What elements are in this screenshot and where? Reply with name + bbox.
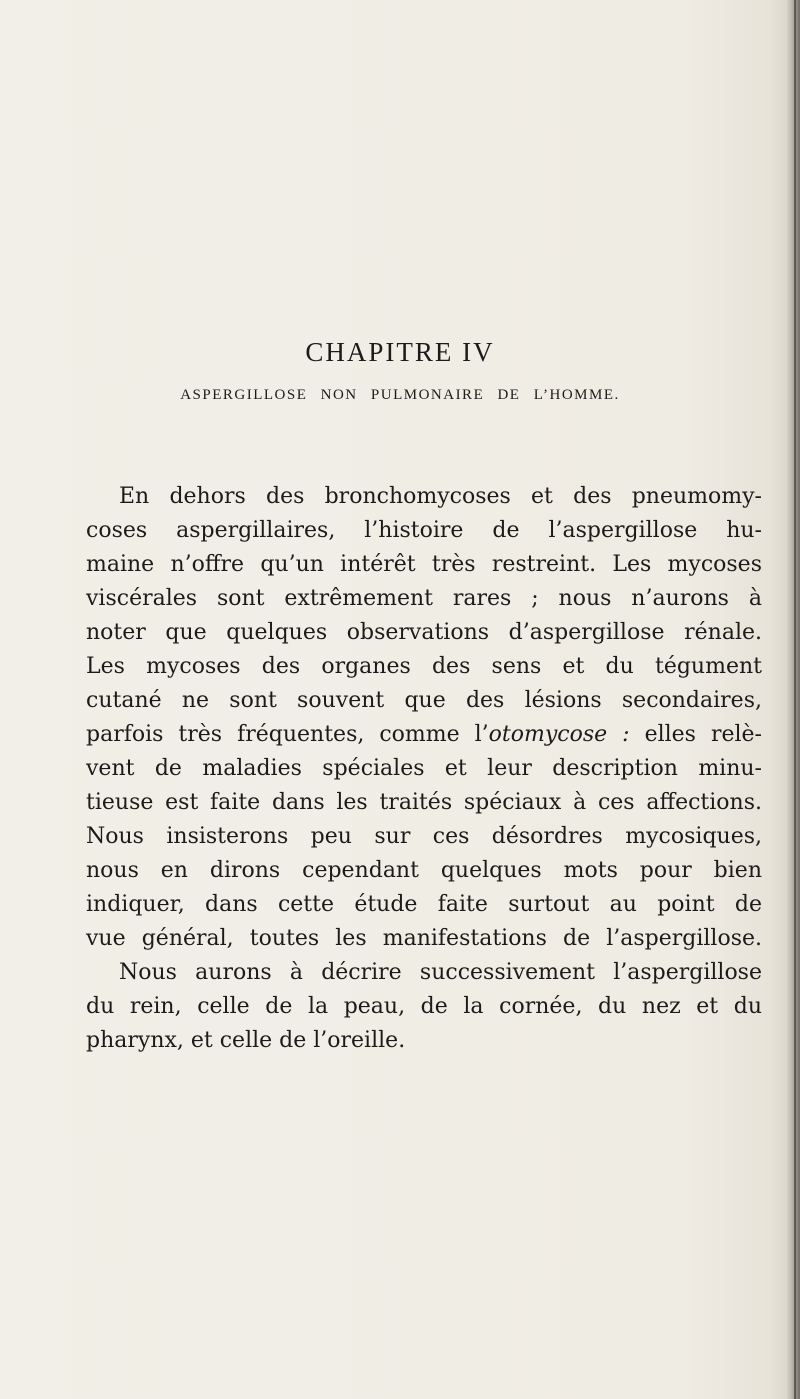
page-edge-line: [794, 0, 796, 1399]
text-fragment: elles relè-: [629, 722, 762, 747]
text-fragment: l’: [474, 722, 489, 747]
text-line: coses aspergillaires, l’histoire de l’aspergillose hu-: [86, 518, 762, 543]
text-line: indiquer, dans cette étude faite surtout au point de: [86, 892, 762, 917]
chapter-title: CHAPITRE IV: [305, 337, 495, 367]
text-line: En dehors des bronchomycoses et des pneumomy-: [119, 484, 762, 509]
page-edge-shadow: [786, 0, 800, 1399]
text-fragment: parfois très fréquentes, comme: [86, 722, 475, 747]
text-line: tieuse est faite dans les traités spéciaux à ces affections.: [86, 790, 762, 815]
text-line: Nous aurons à décrire successivement l’aspergillose: [119, 960, 762, 985]
text-line: [86, 718, 762, 752]
text-line: Nous insisterons peu sur ces désordres mycosiques,: [86, 824, 762, 849]
text-line: cutané ne sont souvent que des lésions secondaires,: [86, 688, 762, 713]
text-line: vue général, toutes les manifestations de l’aspergillose.: [86, 926, 762, 951]
text-line: maine n’offre qu’un intérêt très restreint. Les mycoses: [86, 552, 762, 577]
chapter-subtitle: ASPERGILLOSE NON PULMONAIRE DE L’HOMME.: [180, 387, 620, 403]
text-line: noter que quelques observations d’aspergillose rénale.: [86, 620, 762, 645]
text-line: pharynx, et celle de l’oreille.: [86, 1028, 406, 1053]
text-line: du rein, celle de la peau, de la cornée, du nez et du: [86, 994, 762, 1019]
text-line: vent de maladies spéciales et leur description minu-: [86, 756, 762, 781]
italic-term: otomycose :: [488, 722, 630, 747]
text-line: Les mycoses des organes des sens et du tégument: [86, 654, 762, 679]
text-line: viscérales sont extrêmement rares ; nous n’aurons à: [86, 586, 762, 611]
text-line: nous en dirons cependant quelques mots pour bien: [86, 858, 762, 883]
